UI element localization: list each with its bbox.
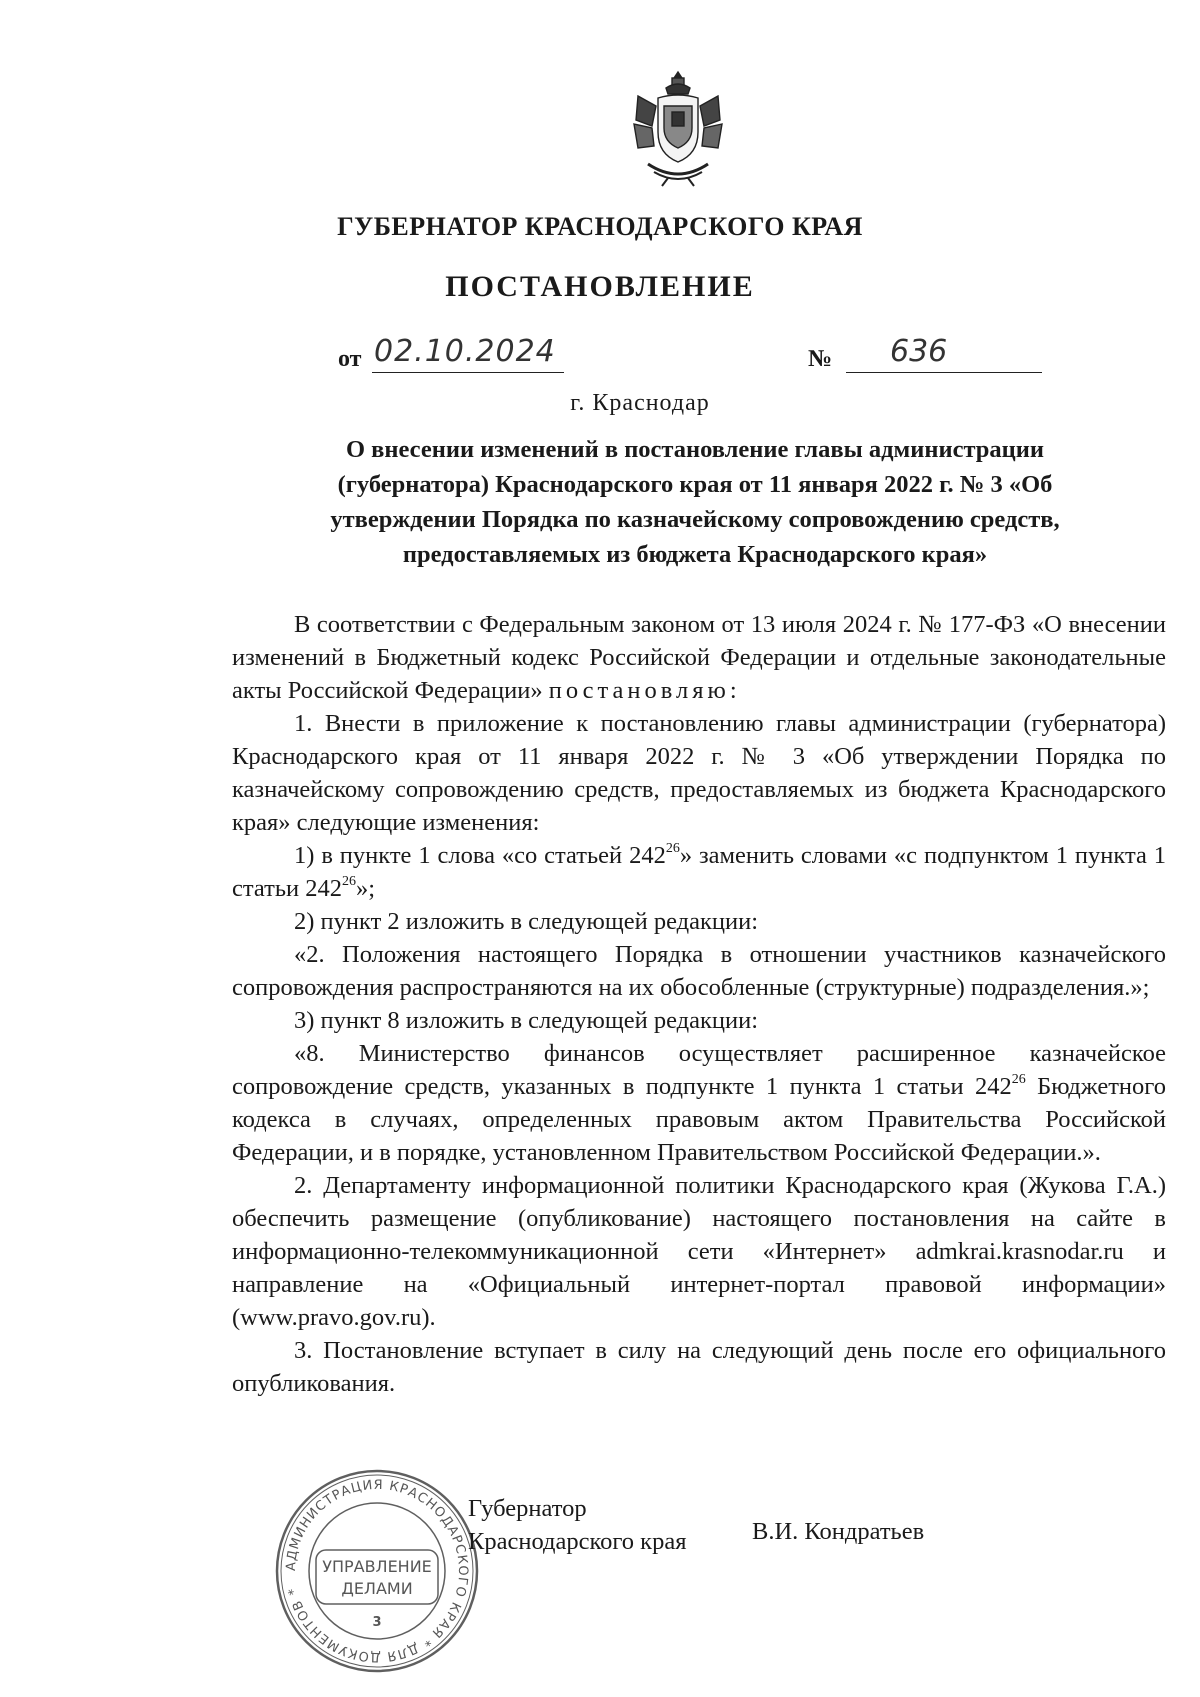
- official-stamp: [272, 1466, 482, 1676]
- superscript: 26: [342, 873, 356, 889]
- item-8-text-a: «8. Министерство финансов осуществляет расширенное казначейское сопровождение средств, указанных в подпункте 1 пункта 1 статьи 242: [232, 1040, 1166, 1100]
- number-underline: [846, 372, 1042, 373]
- subitem-1-text-b: » заменить словами «с подпунктом 1 пункта 1 статьи 242: [232, 842, 1166, 902]
- decree-word: постановляю:: [548, 677, 741, 704]
- stamp-inner-line1: УПРАВЛЕНИЕ: [322, 1557, 432, 1576]
- paragraph-subitem-2: 2) пункт 2 изложить в следующей редакции:: [294, 908, 759, 935]
- paragraph-new-item-2: «2. Положения настоящего Порядка в отношении участников казначейского сопровождения распространяются на их обособленные (структурные) подразделения.»;: [232, 941, 1166, 1001]
- paragraph-preamble: [232, 608, 1166, 707]
- paragraph-new-item-8: [232, 1037, 1166, 1169]
- stamp-number: 3: [372, 1615, 382, 1630]
- preamble-text: В соответствии с Федеральным законом от 13 июля 2024 г. № 177-ФЗ «О внесении изменений в Бюджетный кодекс Российской Федерации и отдельные законодательные акты Российской Федерации»: [232, 611, 1166, 704]
- subitem-1-text-c: »;: [356, 875, 376, 902]
- superscript: 26: [1011, 1071, 1026, 1087]
- signer-position-line1: Губернатор: [468, 1495, 587, 1522]
- paragraph-subitem-3: 3) пункт 8 изложить в следующей редакции:: [294, 1007, 759, 1034]
- stamp-inner-line2: ДЕЛАМИ: [341, 1579, 413, 1598]
- paragraph-item-1: 1. Внести в приложение к постановлению главы администрации (губернатора) Краснодарского края от 11 января 2022 г. № 3 «Об утверждении Порядка по казначейскому сопровождению средств, предоставляемых из бюджета Краснодарского края» следующие изменения:: [232, 710, 1166, 836]
- stamp-outer-text: АДМИНИСТРАЦИЯ КРАСНОДАРСКОГО КРАЯ * ДЛЯ ДОКУМЕНТОВ *: [283, 1477, 471, 1665]
- document-body: [232, 608, 1166, 1400]
- document-subject: О внесении изменений в постановление главы администрации (губернатора) Краснодарского края от 11 января 2022 г. № 3 «Об утверждении Порядка по казначейскому сопровождению средств, предоставляемых из бюджета Краснодарского края»: [330, 436, 1060, 568]
- document-type: ПОСТАНОВЛЕНИЕ: [445, 270, 755, 303]
- document-number: 636: [890, 334, 948, 369]
- paragraph-item-2: 2. Департаменту информационной политики Краснодарского края (Жукова Г.А.) обеспечить размещение (опубликование) настоящего постановления на сайте в информационно-телекоммуникационной сети «Интернет» admkrai.krasnodar.ru и направление на «Официальный интернет-портал правовой информации» (www.pravo.gov.ru).: [232, 1172, 1166, 1331]
- date-prefix: от: [338, 346, 362, 372]
- signer-position: [468, 1492, 686, 1558]
- item-8-text-b: Бюджетного кодекса в случаях, определенных правовым актом Правительства Российской Федерации, и в порядке, установленном Правительством Российской Федерации.».: [232, 1073, 1166, 1166]
- paragraph-item-3: 3. Постановление вступает в силу на следующий день после его официального опубликования.: [232, 1337, 1166, 1397]
- document-date: 02.10.2024: [374, 334, 556, 369]
- subitem-1-text-a: 1) в пункте 1 слова «со статьей 242: [294, 842, 666, 869]
- date-underline: [372, 372, 564, 373]
- city-line: г. Краснодар: [570, 390, 710, 416]
- signer-name: В.И. Кондратьев: [752, 1518, 925, 1545]
- paragraph-subitem-1: [232, 839, 1166, 905]
- superscript: 26: [665, 840, 680, 856]
- krasnodar-coat-of-arms-icon: [628, 68, 728, 190]
- number-prefix: №: [808, 346, 833, 372]
- issuer-title: ГУБЕРНАТОР КРАСНОДАРСКОГО КРАЯ: [337, 212, 863, 241]
- signer-position-line2: Краснодарского края: [468, 1528, 687, 1555]
